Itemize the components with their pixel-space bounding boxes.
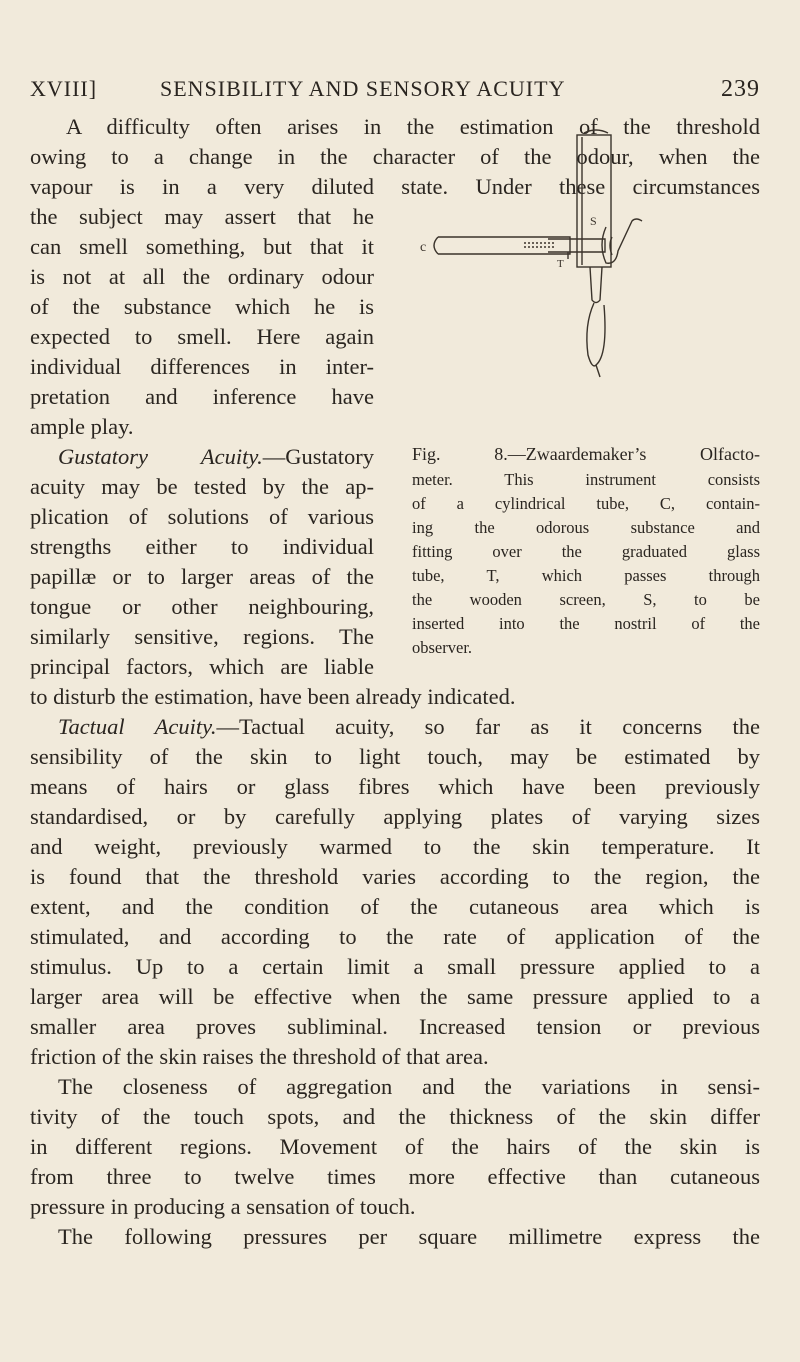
text-line: owing to a change in the character of the odour, when the [30,144,760,169]
figure-caption-line: fitting over the graduated glass [412,542,760,561]
label-c: c [420,240,427,255]
text-line: from three to twelve times more effective than cutaneous [30,1164,760,1189]
text-line: The following pressures per square millimetre express the [58,1224,760,1249]
text-line: similarly sensitive, regions. The [30,624,374,649]
text-line: in different regions. Movement of the hairs of the skin is [30,1134,760,1159]
text-line: extent, and the condition of the cutaneous area which is [30,894,760,919]
text-line: The closeness of aggregation and the variations in sensi- [58,1074,760,1099]
section-heading-gustatory: Gustatory Acuity. [58,444,263,469]
text-line: acuity may be tested by the ap- [30,474,374,499]
text-line: principal factors, which are liable [30,654,374,679]
text-line: is found that the threshold varies according to the region, the [30,864,760,889]
text-line: plication of solutions of various [30,504,374,529]
text-line: Tactual Acuity.—Tactual acuity, so far as it concerns the [58,714,760,739]
chapter-number: XVIII] [30,76,98,101]
text-line: can smell something, but that it [30,234,374,259]
text-line: individual differences in inter- [30,354,374,379]
text-line: papillæ or to larger areas of the [30,564,374,589]
text-line: and weight, previously warmed to the skin temperature. It [30,834,760,859]
text-line: of the substance which he is [30,294,374,319]
figure-caption-line: meter. This instrument consists [412,470,760,489]
text-line: friction of the skin raises the threshold of that area. [30,1044,489,1069]
text-line: stimulated, and according to the rate of application of the [30,924,760,949]
text-line: standardised, or by carefully applying plates of varying sizes [30,804,760,829]
label-s: S [590,214,597,228]
figure-caption-line: tube, T, which passes through [412,566,760,585]
text-line: pressure in producing a sensation of touch. [30,1194,416,1219]
page-number: 239 [721,76,760,102]
text-line: means of hairs or glass fibres which have been previously [30,774,760,799]
text-line: sensibility of the skin to light touch, may be estimated by [30,744,760,769]
text-line: larger area will be effective when the same pressure applied to a [30,984,760,1009]
text-line: ample play. [30,414,134,439]
figure-caption-line: observer. [412,638,473,657]
text-line: tongue or other neighbouring, [30,594,374,619]
text-line: to disturb the estimation, have been already indicated. [30,684,516,709]
text-line: smaller area proves subliminal. Increased tension or previous [30,1014,760,1039]
figure-caption-line: inserted into the nostril of the [412,614,760,633]
section-heading-tactual: Tactual Acuity. [58,714,217,739]
figure-caption-line: of a cylindrical tube, C, contain- [412,494,760,513]
running-title: SENSIBILITY AND SENSORY ACUITY [160,76,566,101]
text-line: Gustatory Acuity.—Gustatory [58,444,374,469]
text-line: A difficulty often arises in the estimation of the threshold [66,114,760,139]
text-line: the subject may assert that he [30,204,374,229]
figure-caption-line: ing the odorous substance and [412,518,760,537]
text-line: vapour is in a very diluted state. Under these circumstances [30,174,760,199]
text-line: tivity of the touch spots, and the thickness of the skin differ [30,1104,760,1129]
text-line: stimulus. Up to a certain limit a small pressure applied to a [30,954,760,979]
text-line: strengths either to individual [30,534,374,559]
figure-caption-line: the wooden screen, S, to be [412,590,760,609]
label-t: T [557,258,564,270]
text-line: pretation and inference have [30,384,374,409]
text-line: is not at all the ordinary odour [30,264,374,289]
olfactometer-figure [420,115,720,395]
text-line: expected to smell. Here again [30,324,374,349]
figure-caption-line: Fig. 8.—Zwaardemaker’s Olfacto- [412,444,760,464]
